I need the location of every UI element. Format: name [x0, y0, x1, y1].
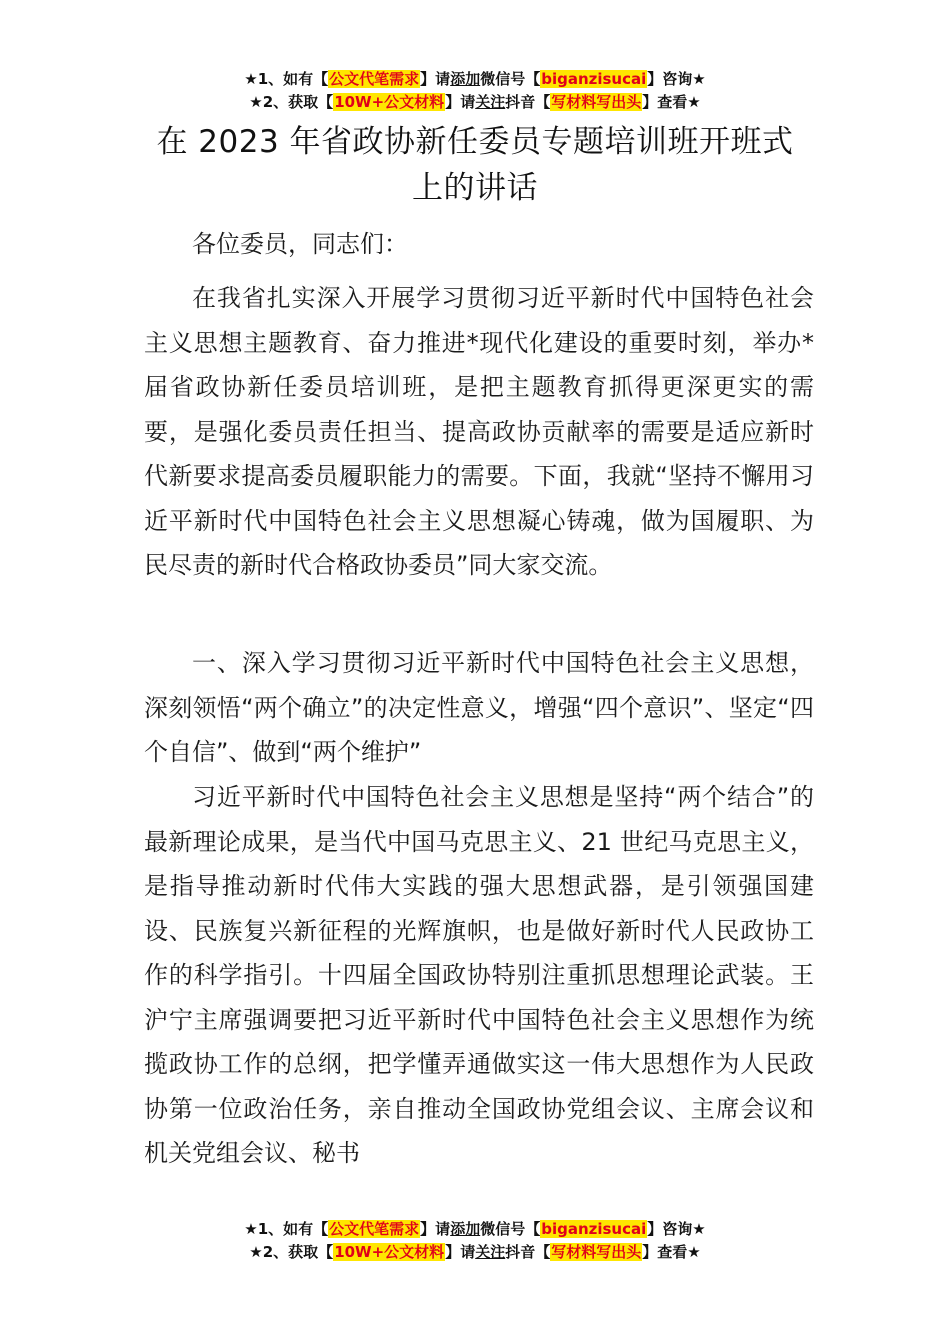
- promo-text: 微信号【: [480, 1220, 541, 1238]
- promo-text: 微信号【: [480, 70, 541, 88]
- promo-text: ★2、获取【: [249, 1243, 334, 1261]
- promo-line-2: [0, 1241, 950, 1264]
- promo-line-2: [0, 91, 950, 114]
- promo-underline: 关注: [475, 1243, 506, 1261]
- promo-highlight: 公文代笔需求: [329, 1220, 420, 1238]
- paragraph-body-1: 习近平新时代中国特色社会主义思想是坚持“两个结合”的最新理论成果，是当代中国马克思主义、21 世纪马克思主义，是指导推动新时代伟大实践的强大思想武器，是引领强国建设、民族复兴新征程的光辉旗帜，也是做好新时代人民政协工作的科学指引。十四届全国政协特别注重抓思想理论武装。王沪宁主席强调要把习近平新时代中国特色社会主义思想作为统揽政协工作的总纲，把学懂弄通做实这一伟大思想作为人民政协第一位政治任务，亲自推动全国政协党组会议、主席会议和机关党组会议、秘书: [144, 783, 814, 1167]
- paragraph-heading-1: 一、深入学习贯彻习近平新时代中国特色社会主义思想，深刻领悟“两个确立”的决定性意义，增强“四个意识”、坚定“四个自信”、做到“两个维护”: [144, 649, 814, 766]
- promo-highlight: 10W+公文材料: [334, 93, 445, 111]
- promo-text: 抖音【: [505, 1243, 551, 1261]
- promo-text: 】请: [445, 93, 476, 111]
- promo-highlight: 10W+公文材料: [334, 1243, 445, 1261]
- promo-highlight: 写材料写出头: [551, 93, 642, 111]
- promo-text: ★1、如有【: [244, 1220, 329, 1238]
- promo-text: 】请: [445, 1243, 476, 1261]
- promo-text: ★1、如有【: [244, 70, 329, 88]
- promo-banner-top: [0, 68, 950, 114]
- promo-highlight: 写材料写出头: [551, 1243, 642, 1261]
- promo-text: ★2、获取【: [249, 93, 334, 111]
- promo-underline: 关注: [475, 93, 506, 111]
- document-title-line-2: 上的讲话: [412, 170, 538, 206]
- promo-line-1: [0, 1218, 950, 1241]
- promo-line-1: [0, 68, 950, 91]
- promo-text: 】咨询★: [647, 70, 706, 88]
- paragraph-intro: 在我省扎实深入开展学习贯彻习近平新时代中国特色社会主义思想主题教育、奋力推进*现代化建设的重要时刻，举办*届省政协新任委员培训班，是把主题教育抓得更深更实的需要，是强化委员责任担当、提高政协贡献率的需要是适应新时代新要求提高委员履职能力的需要。下面，我就“坚持不懈用习近平新时代中国特色社会主义思想凝心铸魂，做为国履职、为民尽责的新时代合格政协委员”同大家交流。: [144, 284, 814, 579]
- salutation: 各位委员，同志们：: [192, 230, 408, 258]
- promo-text: 】查看★: [642, 93, 701, 111]
- document-title-line-1: 在 2023 年省政协新任委员专题培训班开班式: [156, 124, 794, 160]
- promo-underline: 添加: [450, 70, 481, 88]
- promo-text: 抖音【: [505, 93, 551, 111]
- promo-underline: 添加: [450, 1220, 481, 1238]
- promo-text: 】查看★: [642, 1243, 701, 1261]
- promo-text: 】请: [420, 1220, 451, 1238]
- promo-banner-bottom: [0, 1218, 950, 1264]
- promo-highlight: 公文代笔需求: [329, 70, 420, 88]
- promo-highlight: biganzisucai: [541, 70, 647, 88]
- promo-text: 】咨询★: [647, 1220, 706, 1238]
- promo-text: 】请: [420, 70, 451, 88]
- promo-highlight: biganzisucai: [541, 1220, 647, 1238]
